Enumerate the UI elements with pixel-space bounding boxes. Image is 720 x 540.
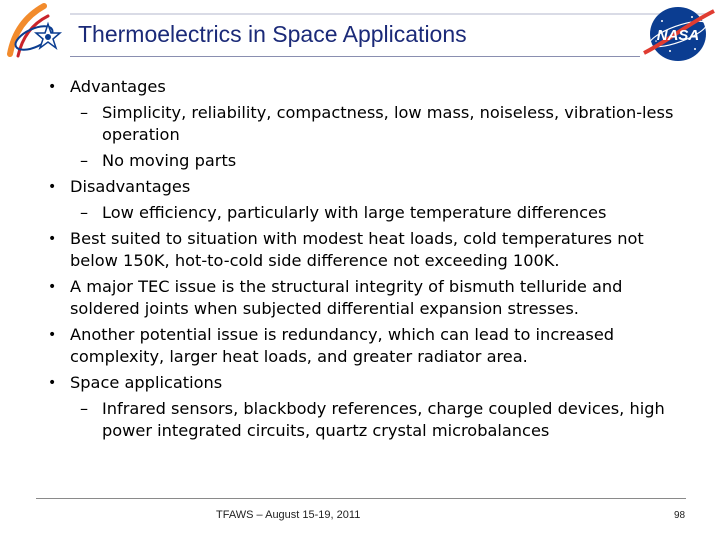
dash-icon: – [80, 103, 89, 122]
bullet-icon: • [48, 279, 57, 295]
nasa-logo-text: NASA [656, 27, 700, 44]
title-underline [70, 56, 640, 57]
slide-content [0, 76, 720, 446]
bullet-icon: • [48, 327, 57, 343]
list-item: • Disadvantages [48, 177, 191, 196]
page-title: Thermoelectrics in Space Applications [78, 21, 467, 47]
sub-list-item: – Infrared sensors, blackbody references, charge coupled devices, high power integrated circuits, quartz crystal microbalances [80, 399, 665, 440]
list-item: • Another potential issue is redundancy, which can lead to increased complexity, larger heat loads, and greater radiator area. [48, 325, 615, 366]
sub-list-item: – Simplicity, reliability, compactness, low mass, noiseless, vibration-less operation [80, 103, 674, 144]
footer-divider [36, 498, 686, 499]
bullet-icon: • [48, 231, 57, 247]
dash-icon: – [80, 203, 89, 222]
dash-icon: – [80, 399, 89, 418]
dash-icon: – [80, 151, 89, 170]
sub-list-item: – No moving parts [80, 151, 237, 170]
starburst-logo-icon [4, 2, 70, 60]
list-item: • Space applications [48, 373, 223, 392]
sub-list-item: – Low efficiency, particularly with large temperature differences [80, 203, 607, 222]
bullet-icon: • [48, 79, 57, 95]
list-item: • A major TEC issue is the structural integrity of bismuth telluride and soldered joints when subjected differential expansion stresses. [48, 277, 623, 318]
nasa-meatball-logo-icon [640, 3, 716, 65]
list-item: • Advantages [48, 77, 166, 96]
page-number: 98 [674, 510, 686, 521]
bullet-icon: • [48, 179, 57, 195]
title-bracket-top [70, 13, 710, 15]
list-item: • Best suited to situation with modest heat loads, cold temperatures not below 150K, hot-to-cold side difference not exceeding 100K. [48, 229, 644, 270]
footer-text: TFAWS – August 15-19, 2011 [216, 509, 361, 521]
bullet-icon: • [48, 375, 57, 391]
